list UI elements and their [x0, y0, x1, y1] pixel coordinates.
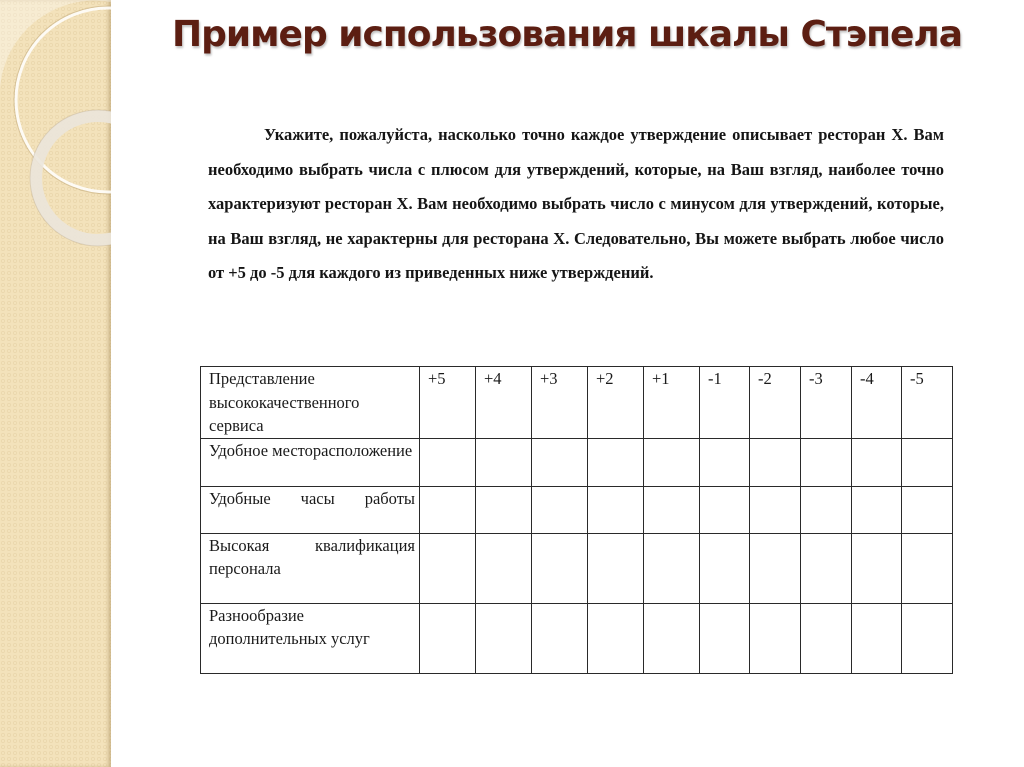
- rating-cell[interactable]: [852, 486, 902, 533]
- rating-cell[interactable]: [852, 603, 902, 673]
- rating-cell[interactable]: [902, 603, 953, 673]
- table-row: [201, 438, 953, 486]
- scale-cell[interactable]: -2: [750, 367, 801, 439]
- rating-cell[interactable]: [420, 486, 476, 533]
- rating-cell[interactable]: [532, 486, 588, 533]
- slide-title: Пример использования шкалы Стэпела: [172, 14, 963, 55]
- rating-cell[interactable]: [420, 533, 476, 603]
- rating-cell[interactable]: [420, 438, 476, 486]
- row-label: Удобные часы работы: [201, 486, 420, 533]
- rating-cell[interactable]: [420, 603, 476, 673]
- rating-cell[interactable]: [532, 533, 588, 603]
- rating-cell[interactable]: [700, 438, 750, 486]
- rating-cell[interactable]: [644, 486, 700, 533]
- rating-cell[interactable]: [532, 438, 588, 486]
- rating-cell[interactable]: [801, 486, 852, 533]
- rating-cell[interactable]: [750, 603, 801, 673]
- table-row: [201, 367, 953, 439]
- rating-cell[interactable]: [902, 533, 953, 603]
- rating-cell[interactable]: [644, 533, 700, 603]
- scale-cell[interactable]: +5: [420, 367, 476, 439]
- rating-cell[interactable]: [476, 486, 532, 533]
- decorative-circles-icon: [0, 0, 111, 767]
- table-row: [201, 486, 953, 533]
- scale-cell[interactable]: -3: [801, 367, 852, 439]
- rating-cell[interactable]: [852, 438, 902, 486]
- scale-cell[interactable]: -1: [700, 367, 750, 439]
- row-label: Высокая квалификация персонала: [201, 533, 420, 603]
- rating-cell[interactable]: [700, 486, 750, 533]
- rating-cell[interactable]: [750, 438, 801, 486]
- row-label: Удобное месторасположение: [201, 438, 420, 486]
- scale-cell[interactable]: -4: [852, 367, 902, 439]
- rating-cell[interactable]: [476, 438, 532, 486]
- rating-cell[interactable]: [902, 438, 953, 486]
- rating-cell[interactable]: [700, 603, 750, 673]
- rating-cell[interactable]: [588, 533, 644, 603]
- rating-cell[interactable]: [801, 603, 852, 673]
- rating-cell[interactable]: [902, 486, 953, 533]
- decorative-side-band: [0, 0, 111, 767]
- rating-cell[interactable]: [588, 603, 644, 673]
- instruction-paragraph: Укажите, пожалуйста, насколько точно каждое утверждение описывает ресторан X. Вам необходимо выбрать числа с плюсом для утверждений, которые, на Ваш взгляд, наиболее точно характеризуют ресторан X. Вам необходимо выбрать число с минусом для утверждений, которые, на Ваш взгляд, не характерны для ресторана X. Следовательно, Вы можете выбрать любое число от +5 до -5 для каждого из приведенных ниже утверждений.: [208, 125, 944, 283]
- row-label: Представление высококачественного сервиса: [201, 367, 420, 439]
- rating-cell[interactable]: [750, 486, 801, 533]
- rating-cell[interactable]: [532, 603, 588, 673]
- rating-cell[interactable]: [750, 533, 801, 603]
- table-row: [201, 533, 953, 603]
- scale-cell[interactable]: +4: [476, 367, 532, 439]
- row-label: Разнообразие дополнительных услуг: [201, 603, 420, 673]
- rating-cell[interactable]: [588, 438, 644, 486]
- rating-cell[interactable]: [588, 486, 644, 533]
- rating-cell[interactable]: [476, 533, 532, 603]
- rating-cell[interactable]: [644, 603, 700, 673]
- table-row: [201, 603, 953, 673]
- scale-cell[interactable]: +1: [644, 367, 700, 439]
- stapel-scale-table: [200, 366, 953, 674]
- rating-cell[interactable]: [700, 533, 750, 603]
- scale-cell[interactable]: +3: [532, 367, 588, 439]
- scale-cell[interactable]: +2: [588, 367, 644, 439]
- rating-cell[interactable]: [801, 438, 852, 486]
- rating-cell[interactable]: [644, 438, 700, 486]
- rating-cell[interactable]: [801, 533, 852, 603]
- rating-cell[interactable]: [476, 603, 532, 673]
- rating-cell[interactable]: [852, 533, 902, 603]
- scale-cell[interactable]: -5: [902, 367, 953, 439]
